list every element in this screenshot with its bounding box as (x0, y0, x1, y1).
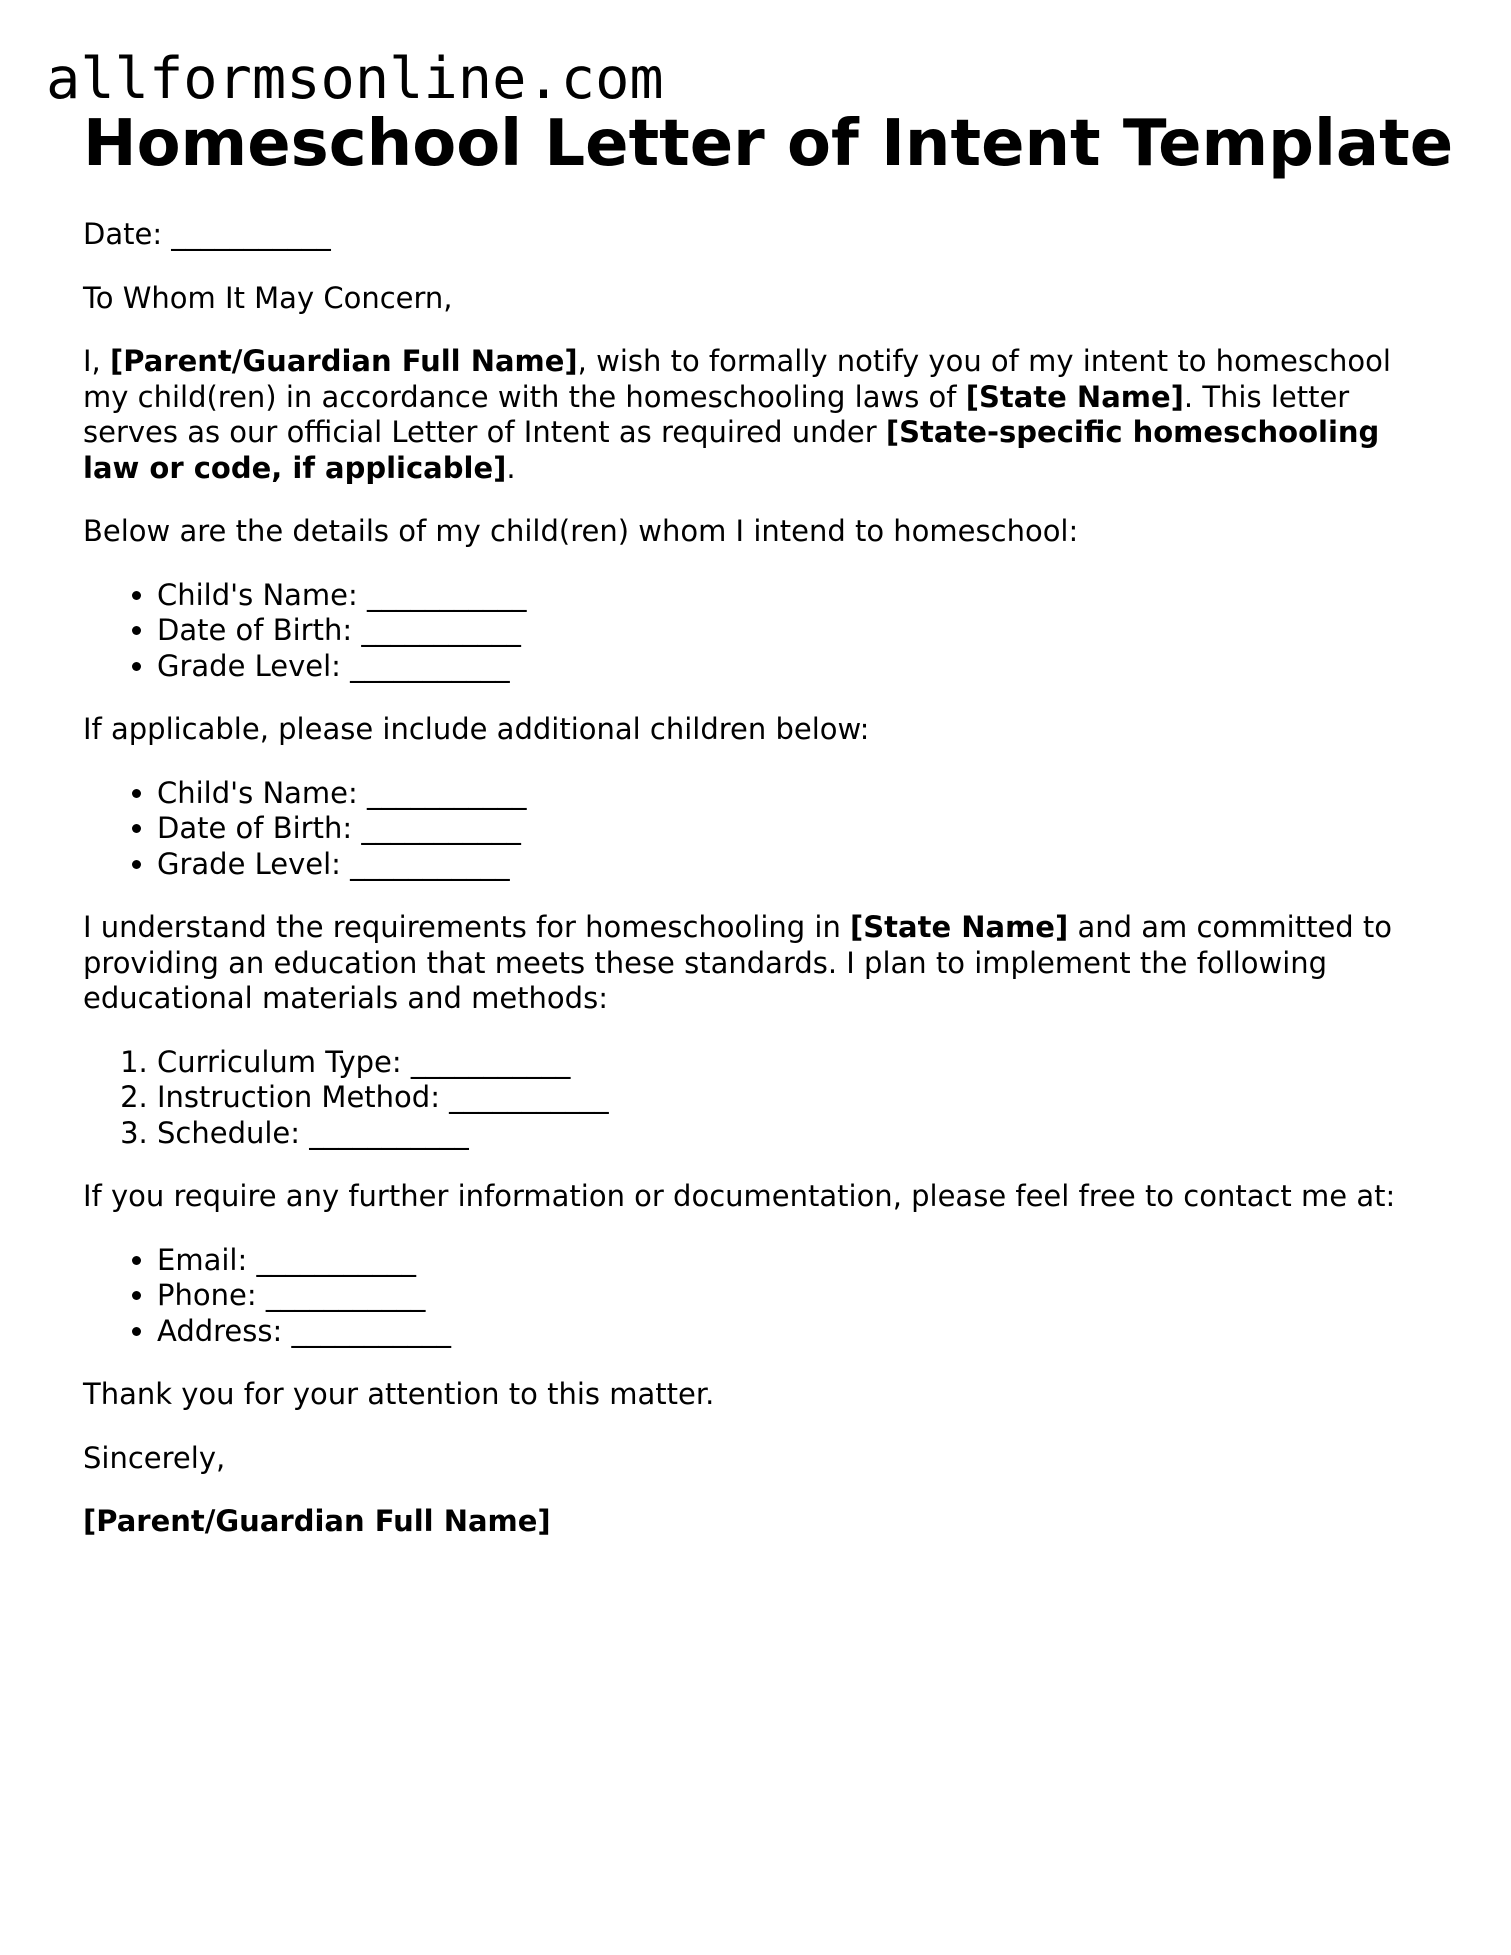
law-code-placeholder: [State-specific homeschooling law or code, if applicable] (83, 415, 1380, 485)
closing-line: Sincerely, (83, 1440, 226, 1475)
intro-text-2: , wish to formally notify you of my intent to homeschool my child(ren) in accordance with the homeschooling laws of (83, 344, 1391, 414)
state-name-placeholder: [State Name] (965, 379, 1184, 414)
contact-details-list (83, 1243, 1433, 1350)
list-item-curriculum-type: 1. Curriculum Type: ___________ (157, 1045, 1433, 1081)
list-item-email: • Email: ___________ (157, 1243, 1433, 1279)
intro-text-1: I, (83, 344, 110, 378)
list-item-child-name: • Child's Name: ___________ (157, 776, 1433, 812)
intro-text-4: . (506, 450, 516, 485)
requirements-text-2: and am committed to providing an education that meets these standards. I plan to implement the following educational materials and methods: (83, 910, 1393, 1015)
list-item-grade-level: • Grade Level: ___________ (157, 847, 1433, 883)
list-item-phone: • Phone: ___________ (157, 1278, 1433, 1314)
intro-paragraph (83, 344, 1433, 486)
list-item-instruction-method: 2. Instruction Method: ___________ (157, 1080, 1433, 1116)
watermark-logo: allformsonline.com (46, 46, 664, 112)
list-item-grade-level: • Grade Level: ___________ (157, 649, 1433, 685)
list-item-date-of-birth: • Date of Birth: ___________ (157, 613, 1433, 649)
child-details-list (83, 578, 1433, 685)
signature-name (83, 1504, 1433, 1540)
signature-placeholder: [Parent/Guardian Full Name] (83, 1504, 551, 1538)
salutation: To Whom It May Concern, (83, 280, 453, 315)
letter-document (83, 106, 1454, 1540)
date-line: Date: ___________ (83, 217, 331, 251)
requirements-paragraph (83, 910, 1433, 1017)
contact-intro: If you require any further information or documentation, please feel free to contact me at: (83, 1179, 1396, 1213)
list-item-date-of-birth: • Date of Birth: ___________ (157, 811, 1433, 847)
requirements-text-1: I understand the requirements for homeschooling in (83, 910, 851, 944)
thanks-line: Thank you for your attention to this matter. (83, 1377, 715, 1411)
intro-text-3: . This letter serves as our official Letter of Intent as required under (83, 379, 1350, 449)
list-item-address: • Address: ___________ (157, 1314, 1433, 1350)
parent-name-placeholder: [Parent/Guardian Full Name] (110, 344, 578, 378)
page-title: Homeschool Letter of Intent Template (83, 107, 1454, 181)
additional-children-intro: If applicable, please include additional children below: (83, 712, 870, 746)
additional-child-details-list (83, 776, 1433, 883)
state-name-placeholder: [State Name] (850, 910, 1069, 944)
children-intro: Below are the details of my child(ren) whom I intend to homeschool: (83, 514, 1079, 548)
list-item-schedule: 3. Schedule: ___________ (157, 1116, 1433, 1152)
list-item-child-name: • Child's Name: ___________ (157, 578, 1433, 614)
methods-list (83, 1045, 1433, 1152)
